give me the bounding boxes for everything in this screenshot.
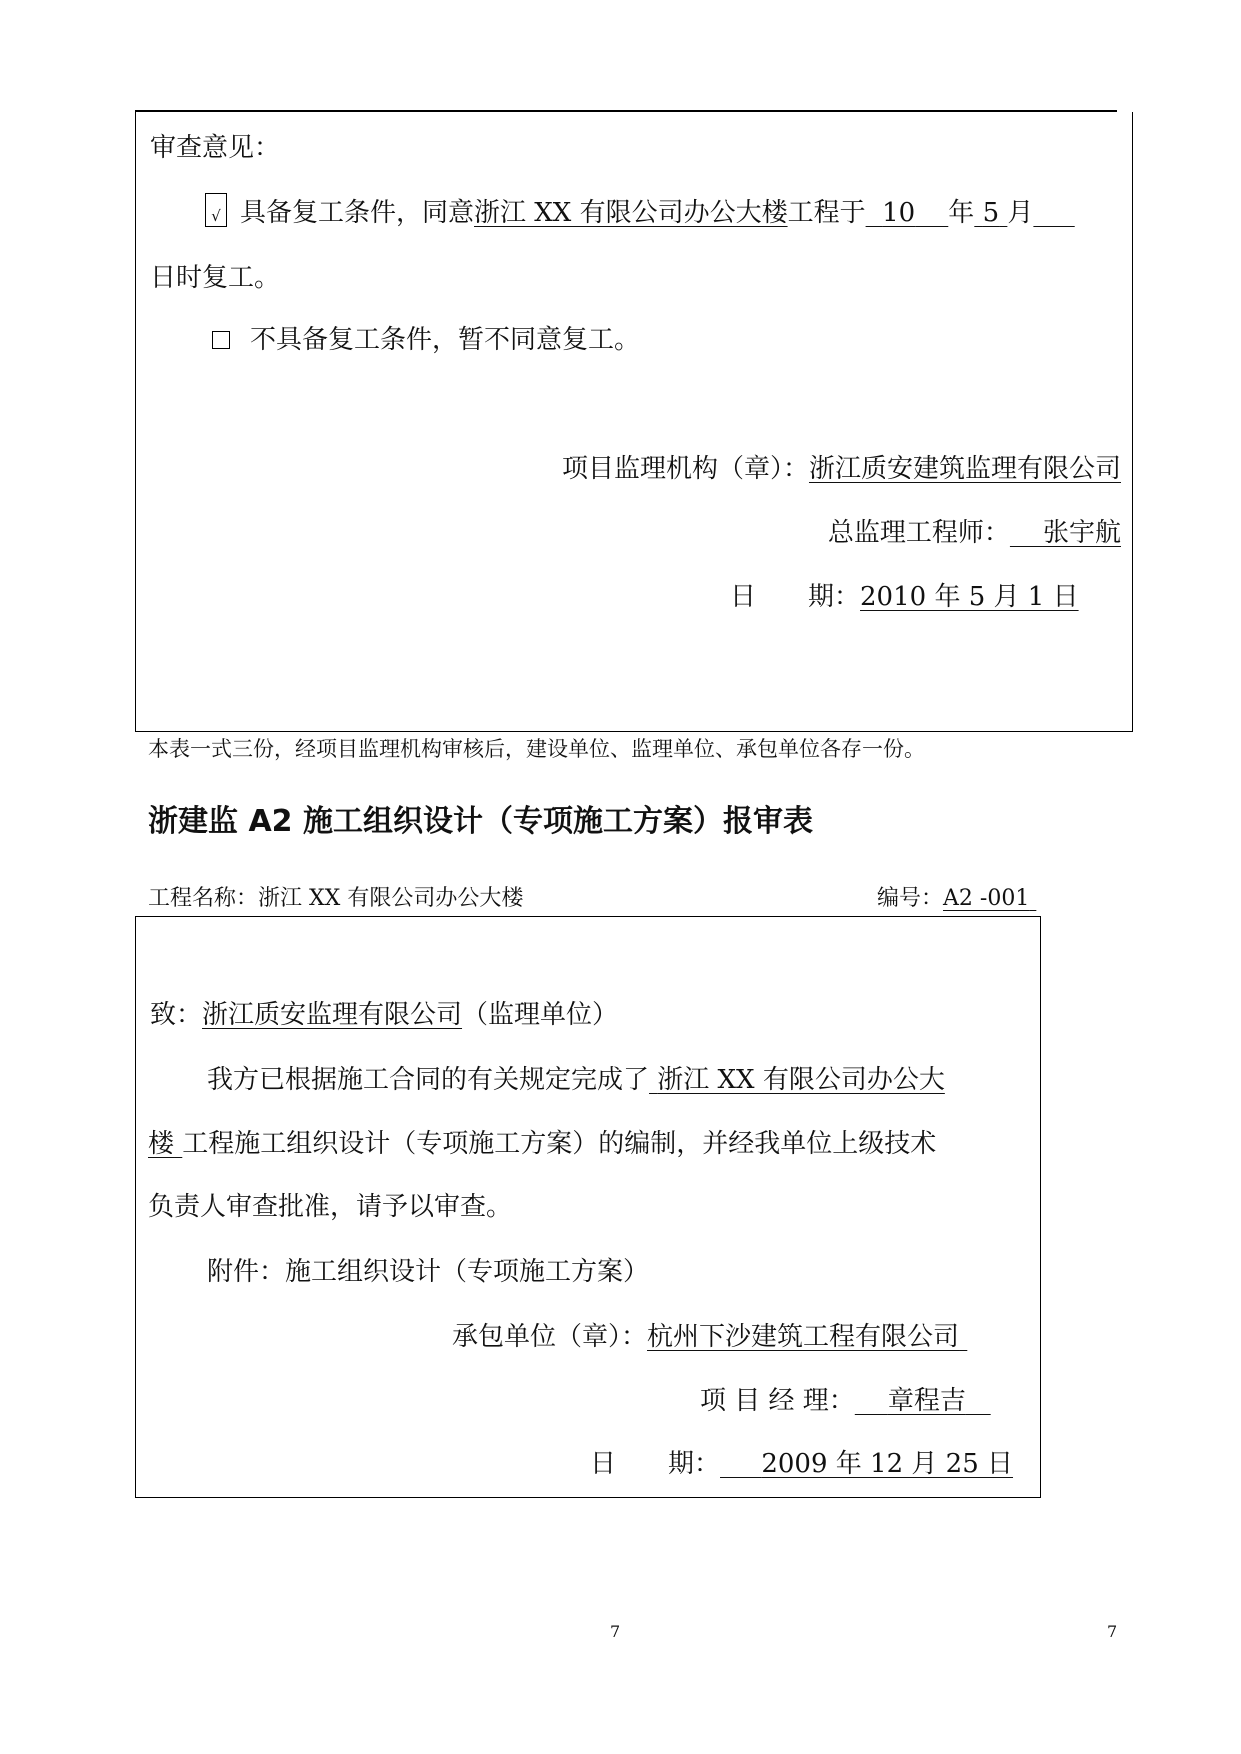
reject-option-text: 不具备复工条件，暂不同意复工。: [250, 325, 641, 355]
form2-title: 浙建监 A2 施工组织设计（专项施工方案）报审表: [148, 804, 813, 839]
form2-body-project-name: 浙江 XX 有限公司办公大: [657, 1065, 945, 1095]
form2-project-line: 工程名称：浙江 XX 有限公司办公大楼: [148, 886, 524, 911]
review-date-value: 2010 年 5 月 1 日: [860, 582, 1079, 612]
form2-number-value: A2 -001: [943, 886, 1030, 911]
approve-day-blank: [1033, 198, 1074, 228]
form2-attachment: 附件：施工组织设计（专项施工方案）: [207, 1257, 650, 1287]
form2-contractor-name: 杭州下沙建筑工程有限公司: [647, 1322, 960, 1352]
review-heading: 审查意见：: [150, 133, 281, 163]
approve-project-name: 浙江 XX 有限公司办公大楼: [474, 198, 788, 228]
form2-manager-name: 章程吉: [887, 1386, 966, 1416]
approve-checkbox[interactable]: [205, 193, 227, 227]
form2-body-line2: 楼 工程施工组织设计（专项施工方案）的编制，并经我单位上级技术: [148, 1129, 937, 1159]
chief-engineer-line: 总监理工程师： 张宇航: [827, 518, 1121, 548]
review-date-line: 日 期：2010 年 5 月 1 日: [730, 582, 1079, 612]
approve-year: 10: [882, 198, 916, 228]
page-number-center: 7: [610, 1622, 621, 1641]
form2-manager-line: 项 目 经 理： 章程吉: [700, 1384, 991, 1418]
form2-body-project-name-cont: 楼: [148, 1129, 175, 1159]
approve-month: 5: [982, 198, 1000, 228]
chief-engineer-name: 张宇航: [1042, 518, 1121, 548]
form2-body-line1: 我方已根据施工合同的有关规定完成了 浙江 XX 有限公司办公大: [207, 1065, 945, 1095]
supervision-org-name: 浙江质安建筑监理有限公司: [808, 454, 1121, 484]
form2-project-name: 浙江 XX 有限公司办公大楼: [258, 886, 524, 911]
approve-continuation: 日时复工。: [150, 263, 281, 293]
form2-addressee-org: 浙江质安监理有限公司: [202, 1000, 463, 1030]
form2-date-line: 日 期： 2009 年 12 月 25 日: [590, 1449, 1014, 1479]
supervision-org-line: 项目监理机构（章）：浙江质安建筑监理有限公司: [561, 454, 1121, 484]
form2-body-line3: 负责人审查批准，请予以审查。: [148, 1192, 513, 1222]
form2-date-value: 2009 年 12 月 25 日: [761, 1449, 1014, 1479]
form2-contractor-line: 承包单位（章）：杭州下沙建筑工程有限公司: [452, 1320, 967, 1354]
page-number-right: 7: [1107, 1622, 1118, 1641]
check-mark-icon: √: [211, 207, 221, 225]
approve-option-line: 具备复工条件，同意浙江 XX 有限公司办公大楼工程于 10 年 5 月: [240, 196, 1075, 230]
form2-addressee-line: 致：浙江质安监理有限公司（监理单位）: [150, 1000, 619, 1030]
reject-checkbox[interactable]: [212, 331, 230, 349]
footnote: 本表一式三份，经项目监理机构审核后，建设单位、监理单位、承包单位各存一份。: [148, 737, 925, 761]
form2-number-line: 编号：A2 -001: [877, 884, 1036, 914]
